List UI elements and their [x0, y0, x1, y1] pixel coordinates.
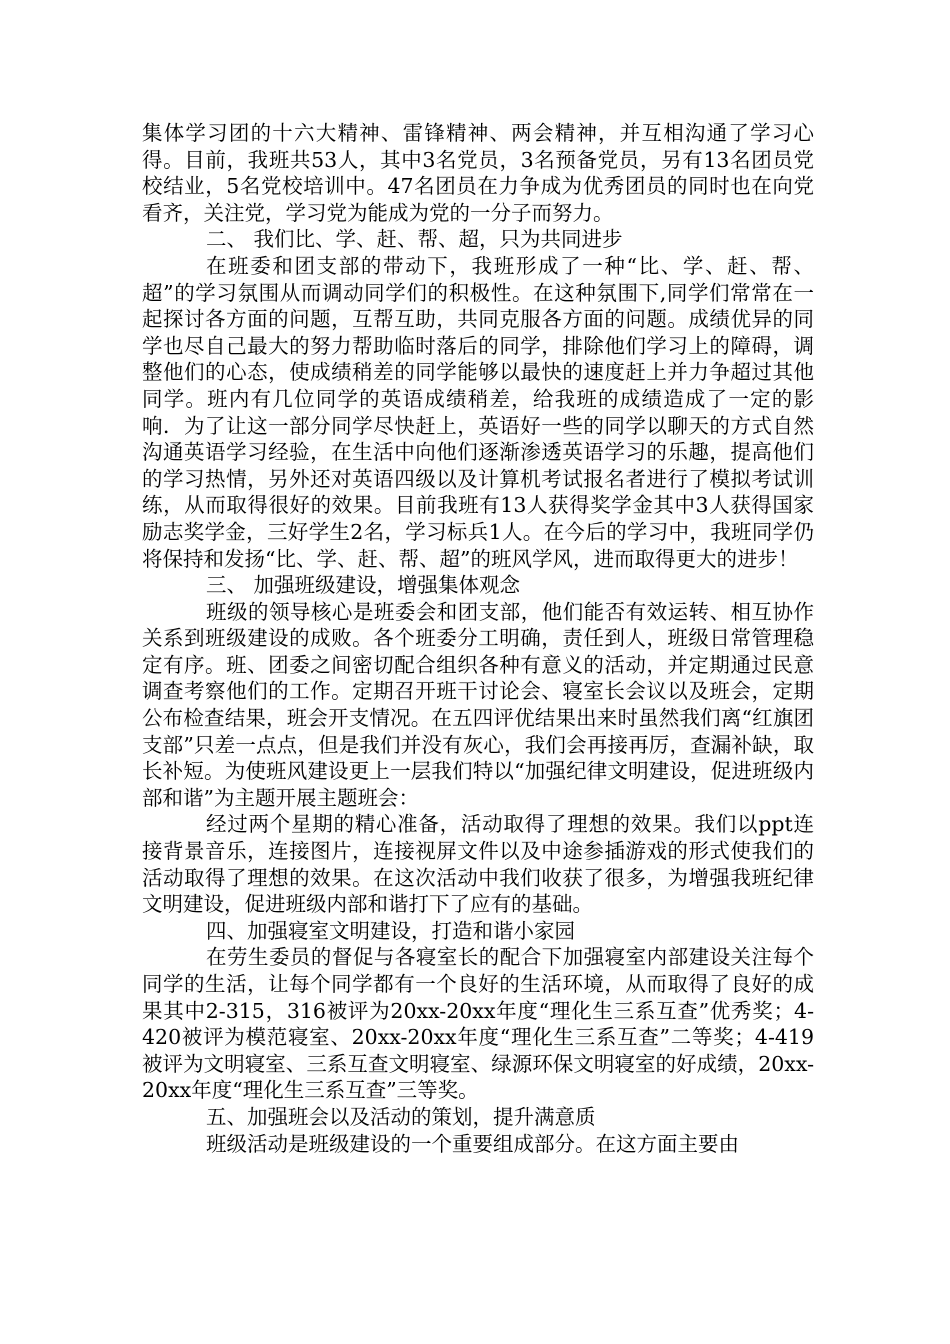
section-heading-5: 五、加强班会以及活动的策划，提升满意质: [206, 1104, 596, 1129]
paragraph-study-atmosphere: 在班委和团支部的带动下，我班形成了一种“比、学、赶、帮、超”的学习氛围从而调动同学们的积极性。在这种氛围下,同学们常常在一起探讨各方面的问题，互帮互助，共同克服各方面的问题。成绩优异的同学也尽自己最大的努力帮助临时落后的同学，排除他们学习上的障碍，调整他们的心态，使成绩稍差的同学能够以最快的速度赶上并力争超过其他同学。班内有几位同学的英语成绩稍差，给我班的成绩造成了一定的影响．为了让这一部分同学尽快赶上，英语好一些的同学以聊天的方式自然沟通英语学习经验，在生活中向他们逐渐渗透英语学习的乐趣，提高他们的学习热情，另外还对英语四级以及计算机考试报名者进行了模拟考试训练，从而取得很好的效果。目前我班有13人获得奖学金其中3人获得国家励志奖学金，三好学生2名，学习标兵1人。在今后的学习中，我班同学仍将保持和发扬“比、学、赶、帮、超”的班风学风，进而取得更大的进步！: [142, 253, 814, 571]
paragraph-theme-meeting: 经过两个星期的精心准备，活动取得了理想的效果。我们以ppt连接背景音乐，连接图片，连接视屏文件以及中途参插游戏的形式使我们的活动取得了理想的效果。在这次活动中我们收获了很多，为增强我班纪律文明建设，促进班级内部和谐打下了应有的基础。: [142, 812, 814, 917]
paragraph-dormitory: 在劳生委员的督促与各寝室长的配合下加强寝室内部建设关注每个同学的生活，让每个同学都有一个良好的生活环境，从而取得了良好的成果其中2-315，316被评为20xx-20xx年度“理化生三系互查”优秀奖；4-420被评为模范寝室、20xx-20xx年度“理化生三系互查”二等奖；4-419被评为文明寝室、三系互查文明寝室、绿源环保文明寝室的好成绩，20xx-20xx年度“理化生三系互查”三等奖。: [142, 945, 814, 1103]
paragraph-party-study: 集体学习团的十六大精神、雷锋精神、两会精神，并互相沟通了学习心得。目前，我班共53人，其中3名党员，3名预备党员，另有13名团员党校结业，5名党校培训中。47名团员在力争成为优秀团员的同时也在向党看齐，关注党，学习党为能成为党的一分子而努力。: [142, 121, 814, 225]
section-heading-4: 四、加强寝室文明建设，打造和谐小家园: [206, 918, 575, 943]
paragraph-activities: 班级活动是班级建设的一个重要组成部分。在这方面主要由: [206, 1131, 739, 1156]
section-heading-2: 二、 我们比、学、赶、帮、超，只为共同进步: [206, 227, 623, 252]
document-body: [142, 120, 814, 1157]
paragraph-class-leadership: 班级的领导核心是班委会和团支部，他们能否有效运转、相互协作关系到班级建设的成败。各个班委分工明确，责任到人，班级日常管理稳定有序。班、团委之间密切配合组织各种有意义的活动，并定期通过民意调查考察他们的工作。定期召开班干讨论会、寝室长会议以及班会，定期公布检查结果，班会开支情况。在五四评优结果出来时虽然我们离“红旗团支部”只差一点点，但是我们并没有灰心，我们会再接再厉，查漏补缺，取长补短。为使班风建设更上一层我们特以“加强纪律文明建设，促进班级内部和谐”为主题开展主题班会：: [142, 599, 814, 810]
section-heading-3: 三、 加强班级建设，增强集体观念: [206, 573, 521, 598]
